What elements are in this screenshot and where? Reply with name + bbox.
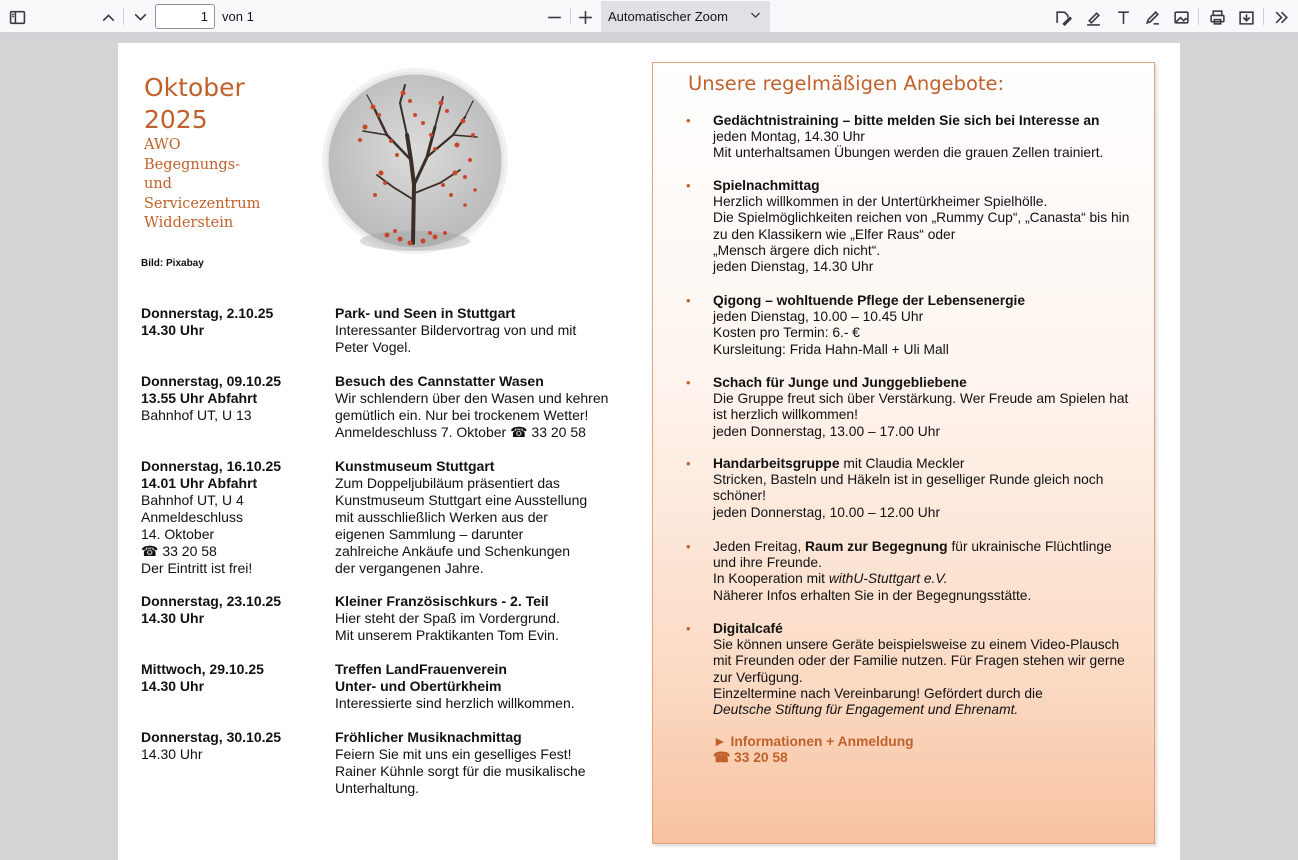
event-description-line: Kunstmuseum Stuttgart eine Ausstellung	[335, 492, 588, 508]
event-description	[335, 729, 586, 797]
offer-line	[713, 259, 1129, 275]
flyer-title-month: Oktober	[144, 73, 245, 102]
bullet-icon: •	[686, 293, 691, 308]
offer-heading: Raum zur Begegnung	[805, 539, 948, 554]
print-icon[interactable]	[1204, 4, 1230, 30]
offer-line	[713, 505, 1103, 521]
event-date-line: Donnerstag, 09.10.25	[141, 373, 282, 389]
pdf-page	[118, 43, 1180, 860]
offer-line	[713, 686, 1125, 702]
offer-text: und ihre Freunde.	[713, 555, 822, 571]
offer-line	[713, 653, 1125, 669]
offer-line	[713, 325, 1025, 341]
event-description	[335, 661, 575, 712]
event-date	[141, 729, 281, 763]
event-date-line: 14.30 Uhr	[141, 678, 205, 694]
event-description-line: gemütlich ein. Nur bei trockenem Wetter!	[335, 407, 589, 423]
event-description	[335, 593, 560, 644]
offer-text: Die Spielmöglichkeiten reichen von „Rummy Cup“, „Canasta“ bis hin	[713, 210, 1130, 226]
toolbar-separator	[570, 8, 571, 25]
event-date-line: Der Eintritt ist frei!	[141, 560, 253, 576]
offer-text: Mit unterhaltsamen Übungen werden die grauen Zellen trainiert.	[713, 145, 1104, 161]
offer-item	[686, 113, 1104, 162]
offer-line	[713, 702, 1125, 718]
event-date-line: 14.30 Uhr	[141, 746, 203, 762]
page-count-label: von 1	[222, 9, 254, 24]
event-description-line: mit ausschließlich Werken aus der	[335, 509, 548, 525]
offer-text: für ukrainische Flüchtlinge	[947, 539, 1112, 554]
contact-phone: ☎ 33 20 58	[713, 750, 788, 766]
offer-line	[713, 555, 1112, 571]
organization-name-line: Servicezentrum	[144, 195, 261, 212]
offer-line	[713, 227, 1129, 243]
offer-text: jeden Donnerstag, 10.00 – 12.00 Uhr	[713, 504, 941, 520]
event-date-line: Bahnhof UT, U 13	[141, 407, 252, 423]
offer-line	[713, 145, 1103, 161]
offer-item	[686, 375, 1129, 440]
pdf-toolbar	[0, 0, 1298, 33]
offer-line	[713, 670, 1125, 686]
zoom-select[interactable]	[601, 1, 770, 32]
toolbar-separator	[123, 8, 124, 25]
event-date-line: Donnerstag, 2.10.25	[141, 305, 274, 321]
event-date-line: Anmeldeschluss	[141, 509, 243, 525]
event-title: Kunstmuseum Stuttgart	[335, 458, 495, 474]
offer-text: schöner!	[713, 488, 766, 504]
bullet-icon: •	[686, 178, 691, 193]
offer-heading: Gedächtnistraining – bitte melden Sie sich bei Interesse an	[713, 113, 1100, 128]
event-description	[335, 373, 608, 441]
event-title: Park- und Seen in Stuttgart	[335, 305, 516, 321]
event-date-line: Donnerstag, 23.10.25	[141, 593, 282, 609]
text-tool-icon[interactable]	[1110, 4, 1136, 30]
image-credit: Bild: Pixabay	[141, 258, 204, 269]
event-description-line: Zum Doppeljubiläum präsentiert das	[335, 475, 560, 491]
event-date-line: ☎ 33 20 58	[141, 543, 217, 559]
bullet-icon: •	[686, 621, 691, 636]
offer-line	[713, 375, 1128, 391]
event-title: Besuch des Cannstatter Wasen	[335, 373, 544, 389]
regular-offers-box	[652, 62, 1155, 844]
offer-text: jeden Dienstag, 14.30 Uhr	[713, 259, 874, 275]
event-date	[141, 458, 281, 577]
previous-page-button[interactable]	[95, 4, 121, 30]
offer-line	[713, 456, 1103, 472]
offer-line	[713, 243, 1129, 259]
event-description-line: Hier steht der Spaß im Vordergrund.	[335, 610, 560, 626]
offer-text: Kursleitung: Frida Hahn-Mall + Uli Mall	[713, 341, 949, 357]
offer-text: Sie können unsere Geräte beispielsweise zu einem Video-Plausch	[713, 637, 1120, 653]
contact-info	[713, 734, 914, 766]
offer-line	[713, 293, 1025, 309]
offer-line	[713, 113, 1103, 129]
flyer-title	[144, 72, 245, 136]
offer-line	[713, 571, 1112, 587]
event-description-line: Unterhaltung.	[335, 780, 420, 796]
offer-line	[713, 129, 1103, 145]
offer-item	[686, 456, 1104, 521]
event-description-line: Peter Vogel.	[335, 339, 412, 355]
offer-line	[713, 342, 1025, 358]
offer-text: ist herzlich willkommen!	[713, 407, 858, 423]
event-description	[335, 305, 576, 356]
offer-text: „Mensch ärgere dich nicht“.	[713, 242, 881, 258]
offer-line	[713, 588, 1112, 604]
offer-item	[686, 539, 1112, 604]
event-date-line: 14.30 Uhr	[141, 610, 205, 626]
event-description-line: Rainer Kühnle sorgt für die musikalische	[335, 763, 586, 779]
bullet-icon: •	[686, 113, 691, 128]
event-date-line: 13.55 Uhr Abfahrt	[141, 390, 258, 406]
offer-text: zur Verfügung.	[713, 669, 803, 685]
zoom-in-button[interactable]	[572, 4, 598, 30]
offer-line	[713, 539, 1112, 555]
offer-line	[713, 178, 1129, 194]
offer-text: Herzlich willkommen in der Untertürkheimer Spielhölle.	[713, 194, 1048, 210]
offer-text: withU-Stuttgart e.V.	[828, 571, 948, 587]
save-icon[interactable]	[1233, 4, 1259, 30]
add-image-icon[interactable]	[1168, 4, 1194, 30]
offer-text: jeden Donnerstag, 13.00 – 17.00 Uhr	[713, 423, 941, 439]
offer-heading: Schach für Junge und Junggebliebene	[713, 375, 967, 390]
bullet-icon: •	[686, 456, 691, 471]
event-description-line: Interessierte sind herzlich willkommen.	[335, 695, 575, 711]
offer-text: jeden Montag, 14.30 Uhr	[713, 129, 865, 145]
offer-line	[713, 407, 1128, 423]
offer-line	[713, 424, 1128, 440]
offer-line	[713, 194, 1129, 210]
flyer-title-year: 2025	[144, 105, 208, 134]
organization-name	[144, 136, 260, 234]
offer-item	[686, 293, 1026, 358]
event-date-line: 14.01 Uhr Abfahrt	[141, 475, 258, 491]
event-date-line: Donnerstag, 16.10.25	[141, 458, 282, 474]
bullet-icon: •	[686, 539, 691, 554]
next-page-button[interactable]	[127, 4, 153, 30]
event-description-line: Interessanter Bildervortrag von und mit	[335, 322, 577, 338]
event-description-line: Mit unserem Praktikanten Tom Evin.	[335, 627, 559, 643]
organization-name-line: Begegnungs-	[144, 156, 241, 173]
offer-line	[713, 637, 1125, 653]
highlight-icon[interactable]	[1080, 4, 1106, 30]
bullet-icon: •	[686, 375, 691, 390]
offer-text: Näherer Infos erhalten Sie in der Begegnungsstätte.	[713, 587, 1032, 603]
toolbar-separator	[1263, 8, 1264, 25]
event-description-line: zahlreiche Ankäufe und Schenkungen	[335, 543, 571, 559]
offer-text: Die Gruppe freut sich über Verstärkung. Wer Freude am Spielen hat	[713, 391, 1129, 407]
event-title: Kleiner Französischkurs - 2. Teil	[335, 593, 549, 609]
offer-text: Deutsche Stiftung für Engagement und Ehrenamt.	[713, 702, 1019, 718]
organization-name-line: AWO	[144, 137, 181, 153]
offer-heading: Spielnachmittag	[713, 178, 820, 193]
offer-heading: Digitalcafé	[713, 621, 783, 636]
offer-text: Einzeltermine nach Vereinbarung! Gefördert durch die	[713, 685, 1043, 701]
event-description-line: Anmeldeschluss 7. Oktober ☎ 33 20 58	[335, 424, 586, 440]
event-date-line: Mittwoch, 29.10.25	[141, 661, 264, 677]
more-tools-icon[interactable]	[1268, 4, 1294, 30]
offer-heading: Qigong – wohltuende Pflege der Lebensenergie	[713, 293, 1026, 308]
event-date-line: Bahnhof UT, U 4	[141, 492, 244, 508]
offer-item	[686, 621, 1125, 718]
offer-line	[713, 210, 1129, 226]
contact-info-label: ► Informationen + Anmeldung	[713, 734, 914, 749]
event-date-line: 14. Oktober	[141, 526, 215, 542]
sidebar-toggle-icon[interactable]	[4, 4, 30, 30]
offer-line	[713, 472, 1103, 488]
event-description-line: der vergangenen Jahre.	[335, 560, 484, 576]
event-description	[335, 458, 587, 577]
add-signature-icon[interactable]	[1050, 4, 1076, 30]
event-date	[141, 593, 281, 627]
offer-line	[713, 621, 1125, 637]
event-date-line: 14.30 Uhr	[141, 322, 205, 338]
offer-text: Stricken, Basteln und Häkeln ist in geselliger Runde gleich noch	[713, 472, 1104, 488]
offers-title: Unsere regelmäßigen Angebote:	[688, 72, 1005, 95]
offer-text: jeden Dienstag, 10.00 – 10.45 Uhr	[713, 309, 924, 325]
organization-name-line: Widderstein	[144, 215, 234, 231]
event-date	[141, 661, 264, 695]
event-description-line: Unter- und Obertürkheim	[335, 678, 502, 694]
offer-text: zu den Klassikern wie „Elfer Raus“ oder	[713, 226, 956, 242]
draw-icon[interactable]	[1139, 4, 1165, 30]
event-description-line: eigenen Sammlung – darunter	[335, 526, 524, 542]
offer-heading: Handarbeitsgruppe	[713, 456, 840, 471]
offer-text: Kosten pro Termin: 6.- €	[713, 325, 860, 341]
event-date-line: Donnerstag, 30.10.25	[141, 729, 282, 745]
offer-item	[686, 178, 1130, 275]
offer-line	[713, 391, 1128, 407]
event-description-line: Wir schlendern über den Wasen und kehren	[335, 390, 609, 406]
event-title: Treffen LandFrauenverein	[335, 661, 507, 677]
autumn-tree-image	[315, 65, 515, 259]
event-date	[141, 373, 281, 424]
zoom-out-button[interactable]	[541, 4, 567, 30]
offer-line	[713, 309, 1025, 325]
offer-text: mit Freunden oder der Familie nutzen. Für Fragen stehen wir gerne	[713, 653, 1125, 669]
event-date	[141, 305, 273, 339]
page-number-input[interactable]	[155, 4, 215, 29]
toolbar-separator	[1198, 8, 1199, 25]
event-title: Fröhlicher Musiknachmittag	[335, 729, 522, 745]
event-description-line: Feiern Sie mit uns ein geselliges Fest!	[335, 746, 572, 762]
zoom-select-label: Automatischer Zoom	[608, 9, 728, 24]
offer-text: Jeden Freitag,	[713, 539, 806, 554]
offer-text: In Kooperation mit	[713, 571, 829, 587]
offer-text: mit Claudia Meckler	[839, 456, 965, 471]
offer-line	[713, 488, 1103, 504]
chevron-down-icon	[749, 9, 762, 25]
organization-name-line: und	[144, 176, 172, 192]
